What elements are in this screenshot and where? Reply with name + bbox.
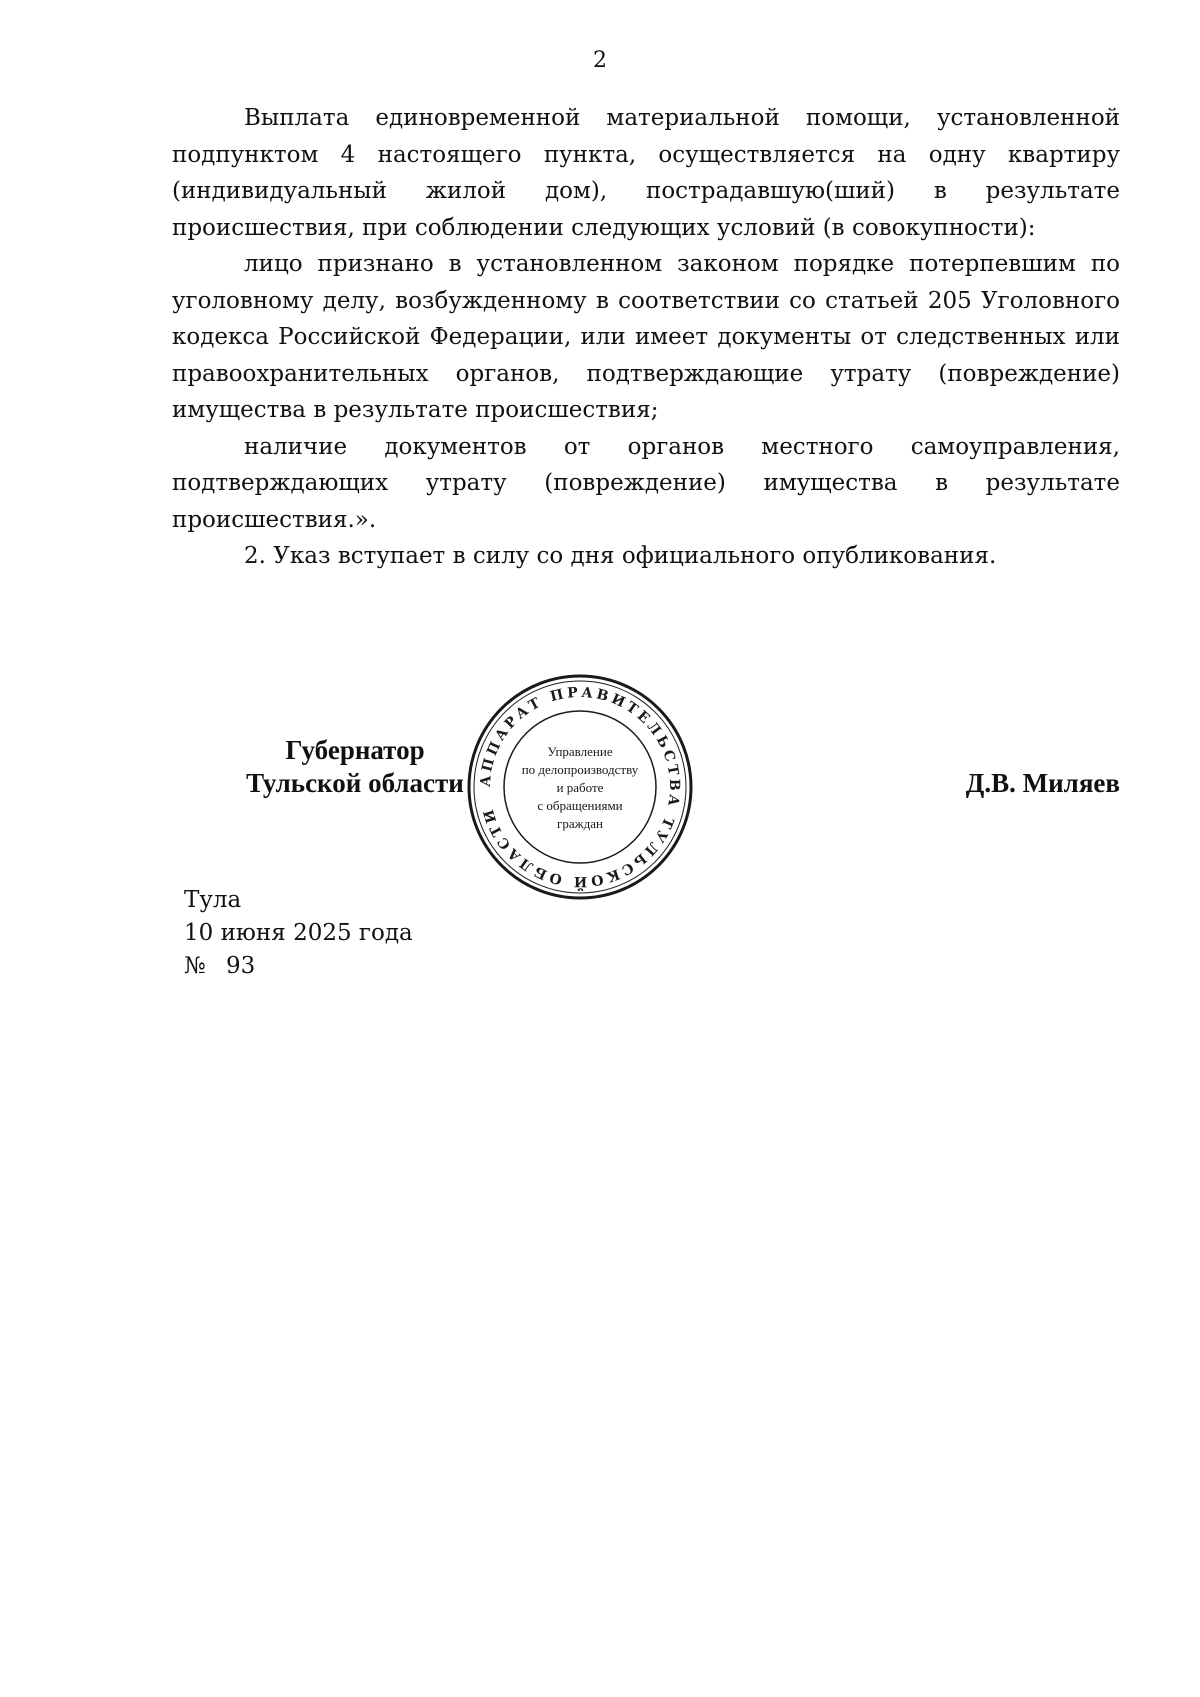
number-value: 93 [226,953,256,979]
seal-graphic [465,672,695,902]
document-number [184,950,413,983]
signatory-position-line2: Тульской области [246,768,464,798]
document-body [172,100,1120,575]
paragraph-documents-condition: наличие документов от органов местного самоуправления, подтверждающих утрату (повреждение) имущества в результате происшествия.». [172,433,1120,533]
place: Тула [184,887,242,913]
seal-center-line: и работе [556,780,604,795]
page-number: 2 [593,48,607,73]
number-sign: № [184,953,206,979]
seal-center-text [522,744,639,831]
seal-center-line: граждан [557,816,603,831]
paragraph-effective-date: 2. Указ вступает в силу со дня официального опубликования. [244,543,997,569]
signatory-position [220,734,490,800]
seal-center-line: с обращениями [537,798,623,813]
official-seal [465,672,695,902]
signatory-name: Д.В. Миляев [965,768,1120,798]
place-date-block [184,884,413,983]
date: 10 июня 2025 года [184,920,413,946]
paragraph-payment-conditions: Выплата единовременной материальной помощи, установленной подпунктом 4 настоящего пункта, осуществляется на одну квартиру (индивидуальный жилой дом), пострадавшую(ший) в результате происшествия, при соблюдении следующих условий (в совокупности): [172,105,1120,241]
seal-center-line: по делопроизводству [521,762,639,777]
paragraph-victim-condition: лицо признано в установленном законом порядке потерпевшим по уголовному делу, возбужденному в соответствии со статьей 205 Уголовного кодекса Российской Федерации, или имеет документы от следственных или правоохранительных органов, подтверждающие утрату (повреждение) имущества в результате происшествия; [172,251,1120,423]
signatory-position-line1: Губернатор [285,735,425,765]
seal-center-line: Управление [547,744,613,759]
seal-ring-text: АППАРАТ ПРАВИТЕЛЬСТВА ТУЛЬСКОЙ ОБЛАСТИ [477,684,683,890]
